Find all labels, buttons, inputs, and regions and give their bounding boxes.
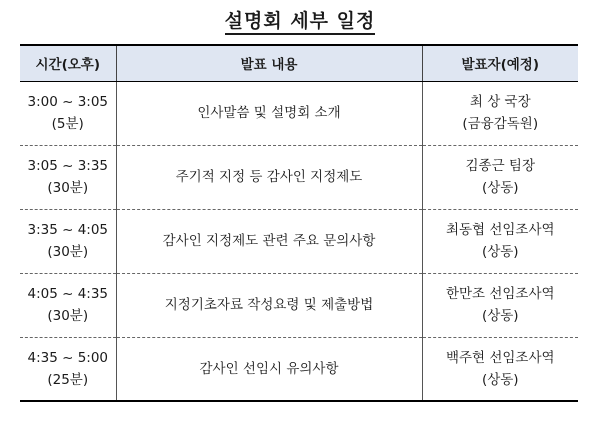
presenter-org: (상동) [481, 244, 519, 260]
content-cell: 주기적 지정 등 감사인 지정제도 [116, 145, 422, 209]
presenter-org: (상동) [481, 371, 519, 388]
time-cell [20, 337, 116, 401]
duration: (25분) [47, 371, 89, 388]
document-title-text: 설명회 세부 일정 [225, 10, 376, 35]
time-cell [20, 273, 116, 337]
presenter-name: 김종근 팀장 [465, 158, 535, 174]
presenter-org: (상동) [481, 180, 519, 196]
presenter-cell [422, 273, 578, 337]
schedule-table [20, 44, 578, 402]
time-cell [20, 145, 116, 209]
duration: (30분) [47, 180, 89, 196]
table-row [20, 337, 578, 401]
header-row [20, 45, 578, 81]
content-cell: 인사말씀 및 설명회 소개 [116, 81, 422, 145]
presenter-cell [422, 337, 578, 401]
header-presenter: 발표자(예정) [422, 45, 578, 81]
header-time: 시간(오후) [20, 45, 116, 81]
presenter-org: (상동) [481, 308, 519, 324]
presenter-name: 최동협 선임조사역 [445, 222, 555, 238]
time-range: 4:05 ~ 4:35 [27, 286, 109, 302]
presenter-cell [422, 81, 578, 145]
presenter-name: 백주현 선임조사역 [445, 349, 555, 366]
time-range: 3:35 ~ 4:05 [27, 222, 109, 238]
time-cell [20, 209, 116, 273]
presenter-org: (금융감독원) [462, 116, 539, 132]
duration: (30분) [47, 308, 89, 324]
presenter-cell [422, 209, 578, 273]
content-cell: 감사인 선임시 유의사항 [116, 337, 422, 401]
table-row [20, 209, 578, 273]
time-cell [20, 81, 116, 145]
time-range: 3:05 ~ 3:35 [27, 158, 109, 174]
time-range: 4:35 ~ 5:00 [27, 349, 109, 366]
duration: (30분) [47, 244, 89, 260]
duration: (5분) [51, 116, 84, 132]
schedule-table-body [20, 81, 578, 401]
table-row [20, 273, 578, 337]
schedule-table-header [20, 45, 578, 81]
time-range: 3:00 ~ 3:05 [27, 94, 109, 110]
presenter-name: 한만조 선임조사역 [445, 286, 555, 302]
content-cell: 감사인 지정제도 관련 주요 문의사항 [116, 209, 422, 273]
header-content: 발표 내용 [116, 45, 422, 81]
content-cell: 지정기초자료 작성요령 및 제출방법 [116, 273, 422, 337]
presenter-cell [422, 145, 578, 209]
table-row [20, 145, 578, 209]
table-row [20, 81, 578, 145]
presenter-name: 최 상 국장 [469, 94, 531, 110]
document-title [0, 6, 600, 33]
